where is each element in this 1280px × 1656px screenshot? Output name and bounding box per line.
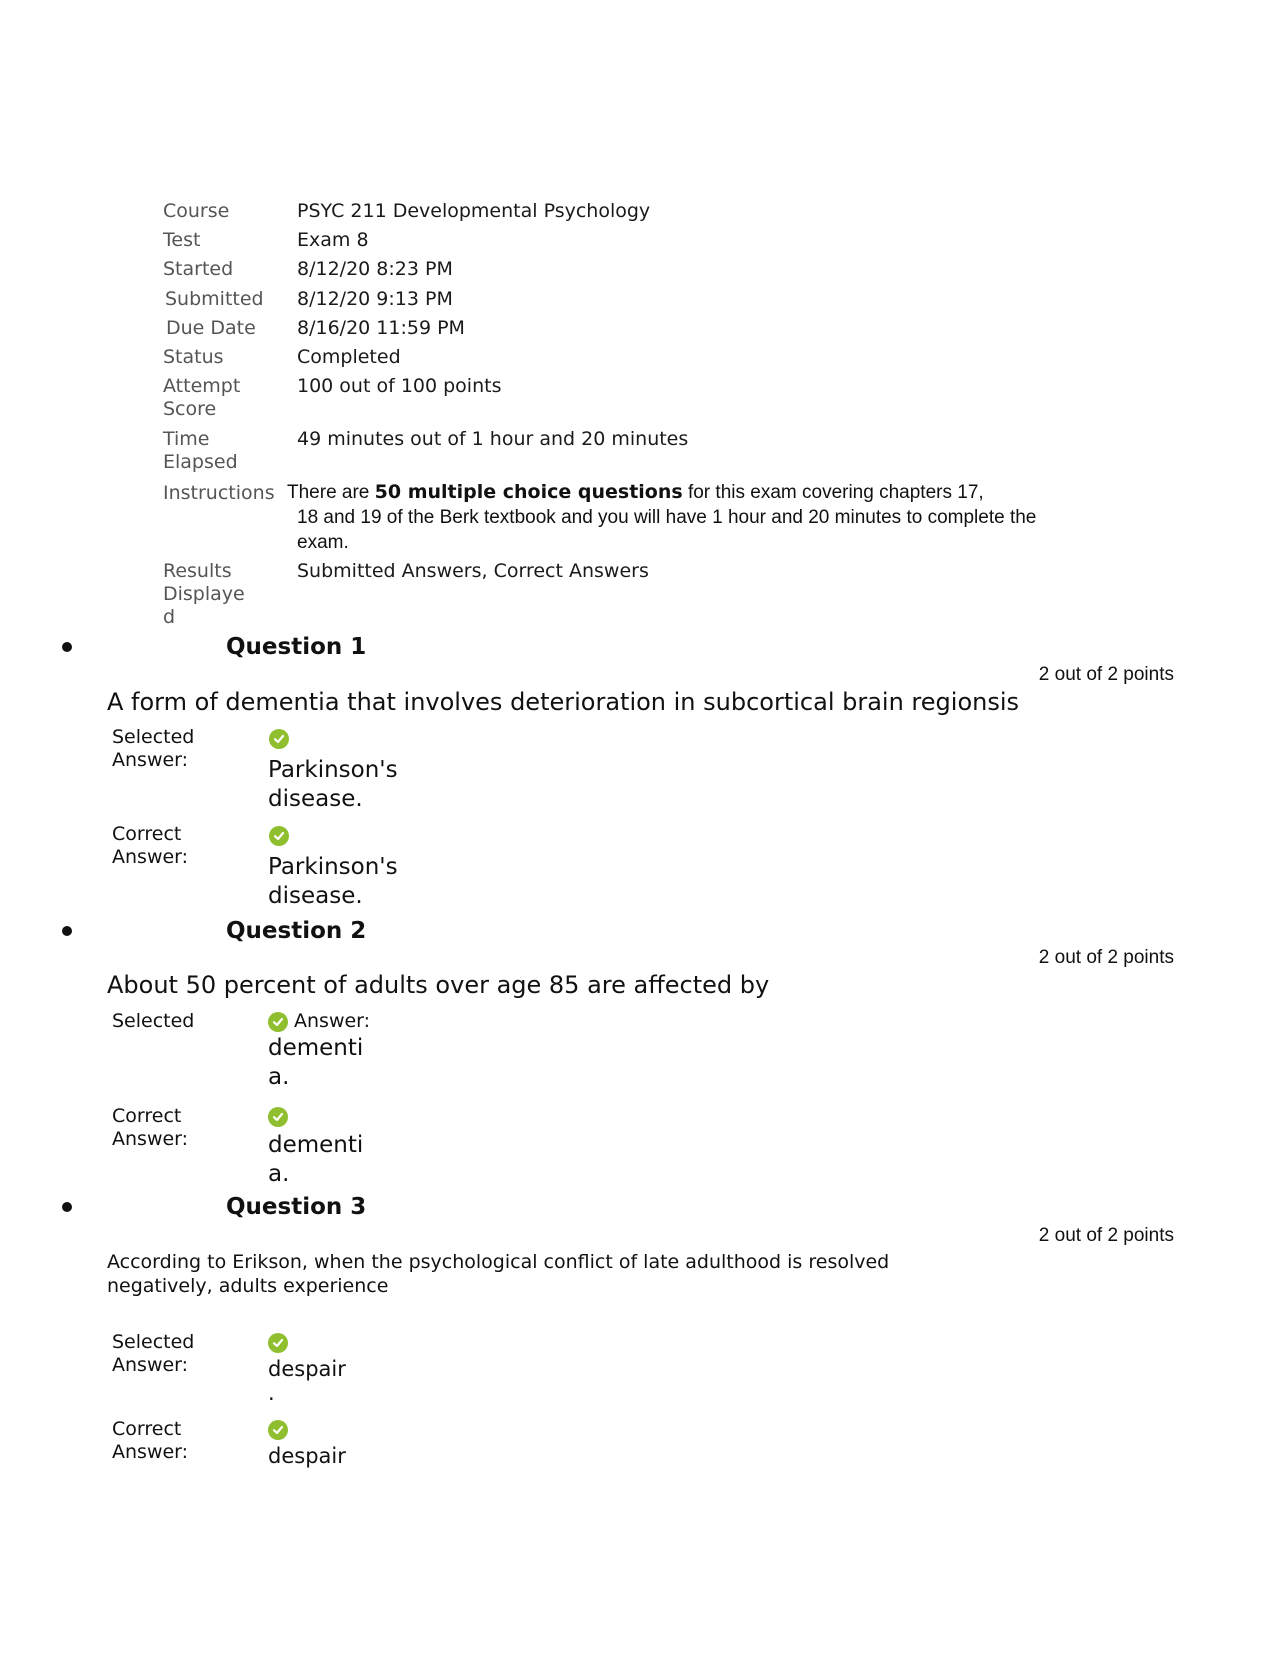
correct-check-icon (269, 729, 289, 749)
correct-answer: dementi a. (268, 1132, 364, 1187)
question-title: Question 3 (226, 1194, 367, 1220)
due-date-label: Due Date (166, 317, 256, 339)
instructions-pre: There are (287, 482, 375, 503)
bullet (62, 1202, 72, 1212)
results-displayed-value: Submitted Answers, Correct Answers (297, 560, 649, 582)
correct-answer-label: Correct Answer: (112, 823, 189, 868)
question-points: 2 out of 2 points (1038, 1225, 1174, 1246)
instructions-label: Instructions (163, 482, 275, 504)
started-label: Started (163, 258, 234, 280)
correct-check-icon (268, 1107, 288, 1127)
question-title: Question 1 (226, 634, 367, 660)
correct-check-icon (268, 1012, 288, 1032)
results-displayed-label: Results Displaye d (163, 560, 245, 628)
attempt-score-label: Attempt Score (163, 375, 241, 420)
time-elapsed-label: Time Elapsed (163, 428, 238, 473)
question-text: About 50 percent of adults over age 85 are affected by (107, 971, 770, 999)
test-value: Exam 8 (297, 229, 369, 251)
correct-answer-label: Correct Answer: (112, 1418, 189, 1463)
question-text: A form of dementia that involves deterioration in subcortical brain regionsis (107, 688, 1020, 716)
status-label: Status (163, 346, 224, 368)
selected-answer-inline-label: Answer: (294, 1010, 371, 1032)
status-value: Completed (297, 346, 401, 368)
selected-answer-label: Selected Answer: (112, 1331, 195, 1376)
correct-check-icon (268, 1420, 288, 1440)
bullet (62, 642, 72, 652)
correct-check-icon (268, 1333, 288, 1353)
correct-check-icon (269, 826, 289, 846)
submitted-value: 8/12/20 9:13 PM (297, 288, 453, 310)
started-value: 8/12/20 8:23 PM (297, 258, 453, 280)
question-title: Question 2 (226, 918, 367, 944)
selected-answer-label: Selected (112, 1010, 195, 1032)
correct-answer: despair (268, 1444, 346, 1468)
instructions-text (287, 480, 1087, 555)
test-label: Test (163, 229, 201, 251)
attempt-score-value: 100 out of 100 points (297, 375, 502, 397)
question-points: 2 out of 2 points (1038, 664, 1174, 685)
course-label: Course (163, 200, 230, 222)
instructions-bold: 50 multiple choice questions (374, 481, 683, 503)
correct-answer-label: Correct Answer: (112, 1105, 189, 1150)
selected-answer: dementi a. (268, 1035, 364, 1090)
bullet (62, 926, 72, 936)
selected-answer-label: Selected Answer: (112, 726, 195, 771)
correct-answer: Parkinson's disease. (268, 854, 398, 909)
question-points: 2 out of 2 points (1038, 947, 1174, 968)
time-elapsed-value: 49 minutes out of 1 hour and 20 minutes (297, 428, 689, 450)
instructions-post: for this exam covering chapters 17, (682, 482, 984, 503)
selected-answer: Parkinson's disease. (268, 757, 398, 812)
selected-answer: despair . (268, 1357, 346, 1405)
question-text: According to Erikson, when the psychological conflict of late adulthood is resolved negatively, adults experience (107, 1251, 890, 1297)
due-date-value: 8/16/20 11:59 PM (297, 317, 465, 339)
submitted-label: Submitted (165, 288, 264, 310)
instructions-rest: 18 and 19 of the Berk textbook and you will have 1 hour and 20 minutes to complete the exam. (297, 507, 1037, 553)
course-value: PSYC 211 Developmental Psychology (297, 200, 651, 222)
